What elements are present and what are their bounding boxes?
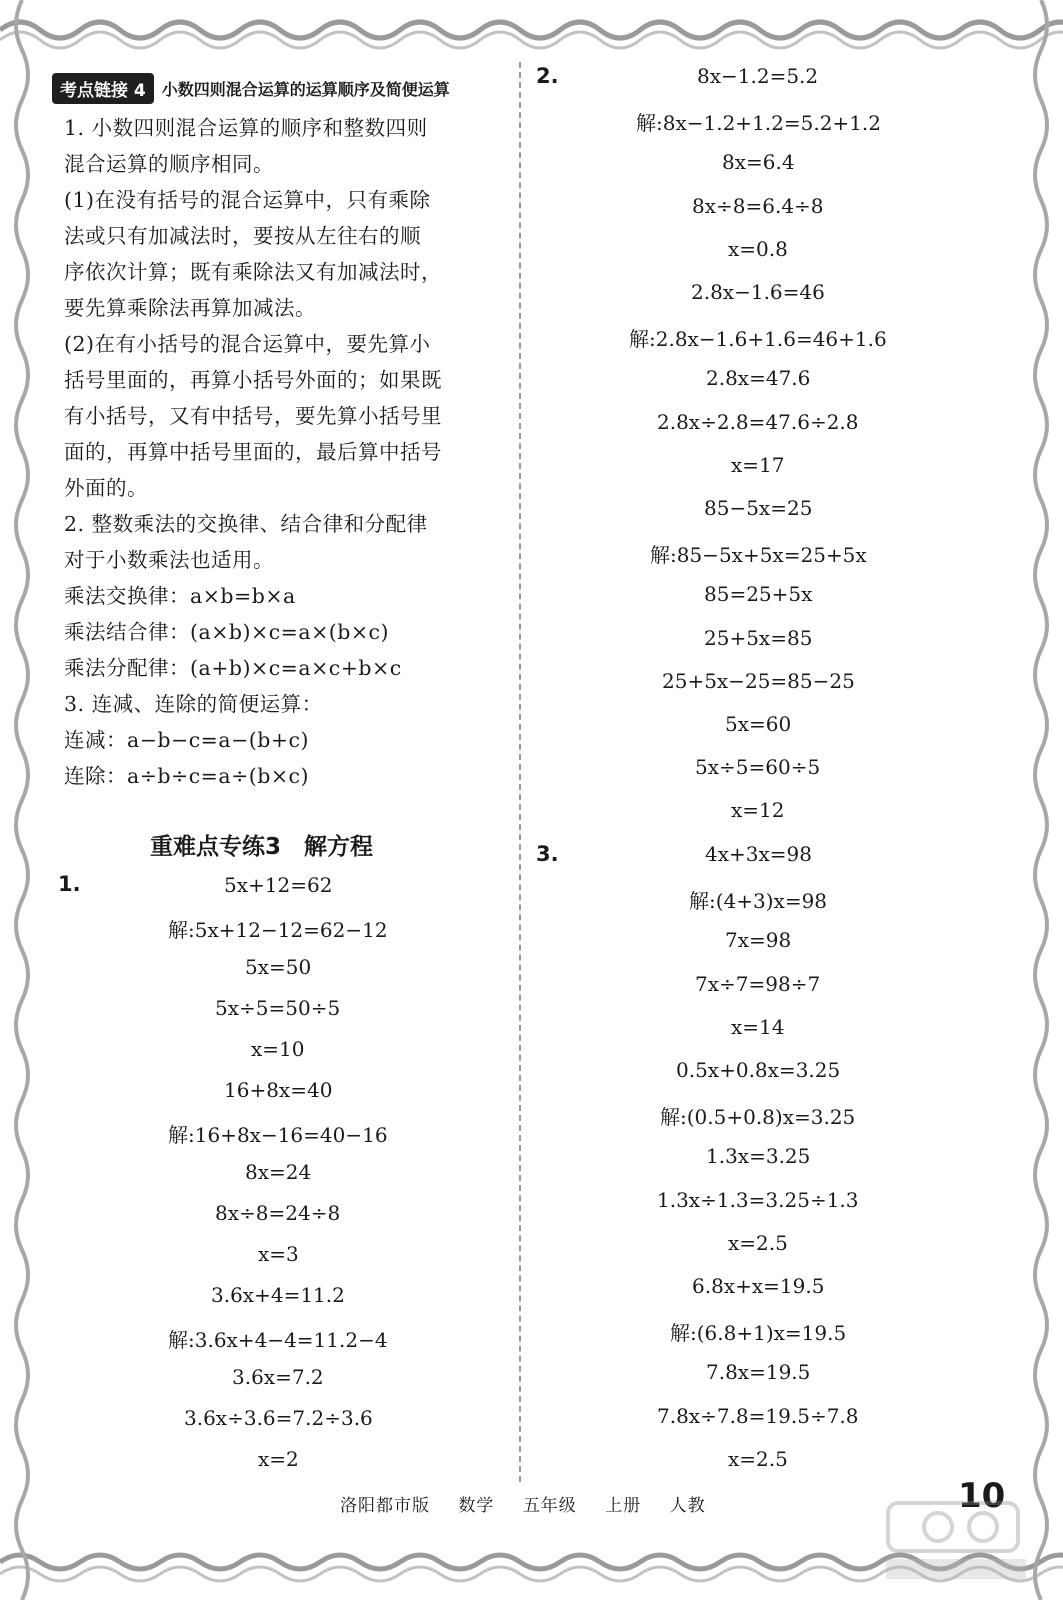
equation-line: 8x=6.4 [722,150,795,175]
equation-line: x=2 [258,1447,299,1471]
rule-line: 2. 整数乘法的交换律、结合律和分配律 [64,512,428,536]
equation-line: 1.3x=3.25 [706,1144,811,1169]
equation-line: 1.3x÷1.3=3.25÷1.3 [657,1187,859,1212]
equation-line: 5x=50 [245,955,312,979]
equation-line: 3.6x÷3.6=7.2÷3.6 [184,1406,373,1430]
equation-line: 8x−1.2=5.2 [697,64,819,88]
rule-line: 3. 连减、连除的简便运算： [64,692,323,716]
equation-line: 25+5x−25=85−25 [662,668,855,693]
page-number: 10 [958,1476,1006,1516]
rule-line: 乘法分配律：(a+b)×c=a×c+b×c [64,656,402,680]
equation-line: 解:16+8x−16=40−16 [168,1123,388,1147]
footer-grade: 五年级 [522,1496,577,1516]
equation-line: 解:(4+3)x=98 [689,889,828,914]
equation-line: 4x+3x=98 [705,842,812,866]
column-divider [519,62,521,1482]
decorative-border-left [0,0,40,1600]
equation-line: 解:85−5x+5x=25+5x [650,543,867,568]
rule-line: (2)在有小括号的混合运算中，要先算小 [64,332,431,356]
equation-line: 5x÷5=60÷5 [695,755,821,780]
equation-line: x=17 [731,452,785,477]
equation-line: 5x+12=62 [224,873,333,897]
rule-line: 括号里面的，再算小括号外面的；如果既 [64,368,442,392]
equation-line: 解:3.6x+4−4=11.2−4 [168,1328,388,1352]
equation-line: 8x=24 [245,1160,312,1184]
equation-line: 7.8x÷7.8=19.5÷7.8 [657,1403,859,1428]
equation-line: 2.8x−1.6=46 [691,280,825,304]
equation-line: 6.8x+x=19.5 [692,1274,825,1298]
problem-number: 1. [58,872,81,896]
equation-line: x=2.5 [728,1446,788,1471]
rule-line: 面的，再算中括号里面的，最后算中括号 [64,440,442,464]
equation-line: 25+5x=85 [704,625,813,650]
rule-line: 混合运算的顺序相同。 [64,152,274,176]
decorative-border-right [1023,0,1063,1600]
equation-line: 3.6x=7.2 [232,1365,324,1389]
equation-line: 0.5x+0.8x=3.25 [676,1058,841,1082]
equation-line: 8x÷8=24÷8 [215,1201,341,1225]
section-title: 重难点专练3 解方程 [150,834,374,860]
equation-line: 8x÷8=6.4÷8 [692,193,824,218]
equation-line: x=2.5 [728,1230,788,1255]
footer [340,1491,728,1516]
equation-line: 7x÷7=98÷7 [695,971,821,996]
equation-line: 3.6x+4=11.2 [211,1283,345,1307]
equation-line: 85−5x=25 [704,496,813,520]
equation-line: 85=25+5x [704,582,813,607]
equation-line: 2.8x÷2.8=47.6÷2.8 [657,409,859,434]
equation-line: 5x=60 [725,712,792,736]
equation-line: 解:8x−1.2+1.2=5.2+1.2 [636,111,881,136]
equation-line: x=3 [258,1242,299,1266]
knowledge-title: 小数四则混合运算的运算顺序及简便运算 [161,79,450,99]
knowledge-header [52,72,492,104]
footer-volume: 上册 [605,1496,642,1516]
footer-publisher: 人教 [669,1496,706,1516]
rule-line: 连减：a−b−c=a−(b+c) [64,728,310,752]
rule-line: 连除：a÷b÷c=a÷(b×c) [64,764,310,788]
equation-line: 16+8x=40 [224,1078,333,1102]
rule-line: 对于小数乘法也适用。 [64,548,274,572]
equation-line: 2.8x=47.6 [706,366,811,391]
rules-text [52,110,492,794]
equation-line: 5x÷5=50÷5 [215,996,341,1020]
knowledge-badge: 考点链接 4 [52,73,154,104]
rule-line: 有小括号，又有中括号，要先算小括号里 [64,404,442,428]
equation-line: 解:(0.5+0.8)x=3.25 [660,1105,856,1130]
equation-line: x=14 [731,1014,785,1039]
problem-number: 2. [536,64,559,88]
rule-line: 乘法交换律：a×b=b×a [64,584,296,608]
rule-line: 要先算乘除法再算加减法。 [64,296,316,320]
rule-line: 1. 小数四则混合运算的顺序和整数四则 [64,116,428,140]
equation-line: x=0.8 [728,236,788,261]
watermark-logo [878,1495,1033,1585]
equation-line: 7.8x=19.5 [706,1360,811,1385]
rule-line: 序依次计算；既有乘除法又有加减法时， [64,260,442,284]
equation-line: x=12 [731,798,785,823]
problem-number: 3. [536,842,559,866]
rule-line: 外面的。 [64,476,148,500]
rule-line: 法或只有加减法时，要按从左往右的顺 [64,224,421,248]
decorative-border-top [0,0,1063,60]
equation-line: 解:(6.8+1)x=19.5 [670,1321,847,1346]
rule-line: (1)在没有括号的混合运算中，只有乘除 [64,188,431,212]
knowledge-panel [52,72,492,794]
equation-line: x=10 [251,1037,305,1061]
footer-edition: 洛阳都市版 [340,1496,430,1516]
equation-line: 解:5x+12−12=62−12 [168,918,388,942]
equation-line: 7x=98 [725,928,792,953]
rule-line: 乘法结合律：(a×b)×c=a×(b×c) [64,620,390,644]
footer-subject: 数学 [458,1496,495,1516]
equation-line: 解:2.8x−1.6+1.6=46+1.6 [629,327,887,352]
